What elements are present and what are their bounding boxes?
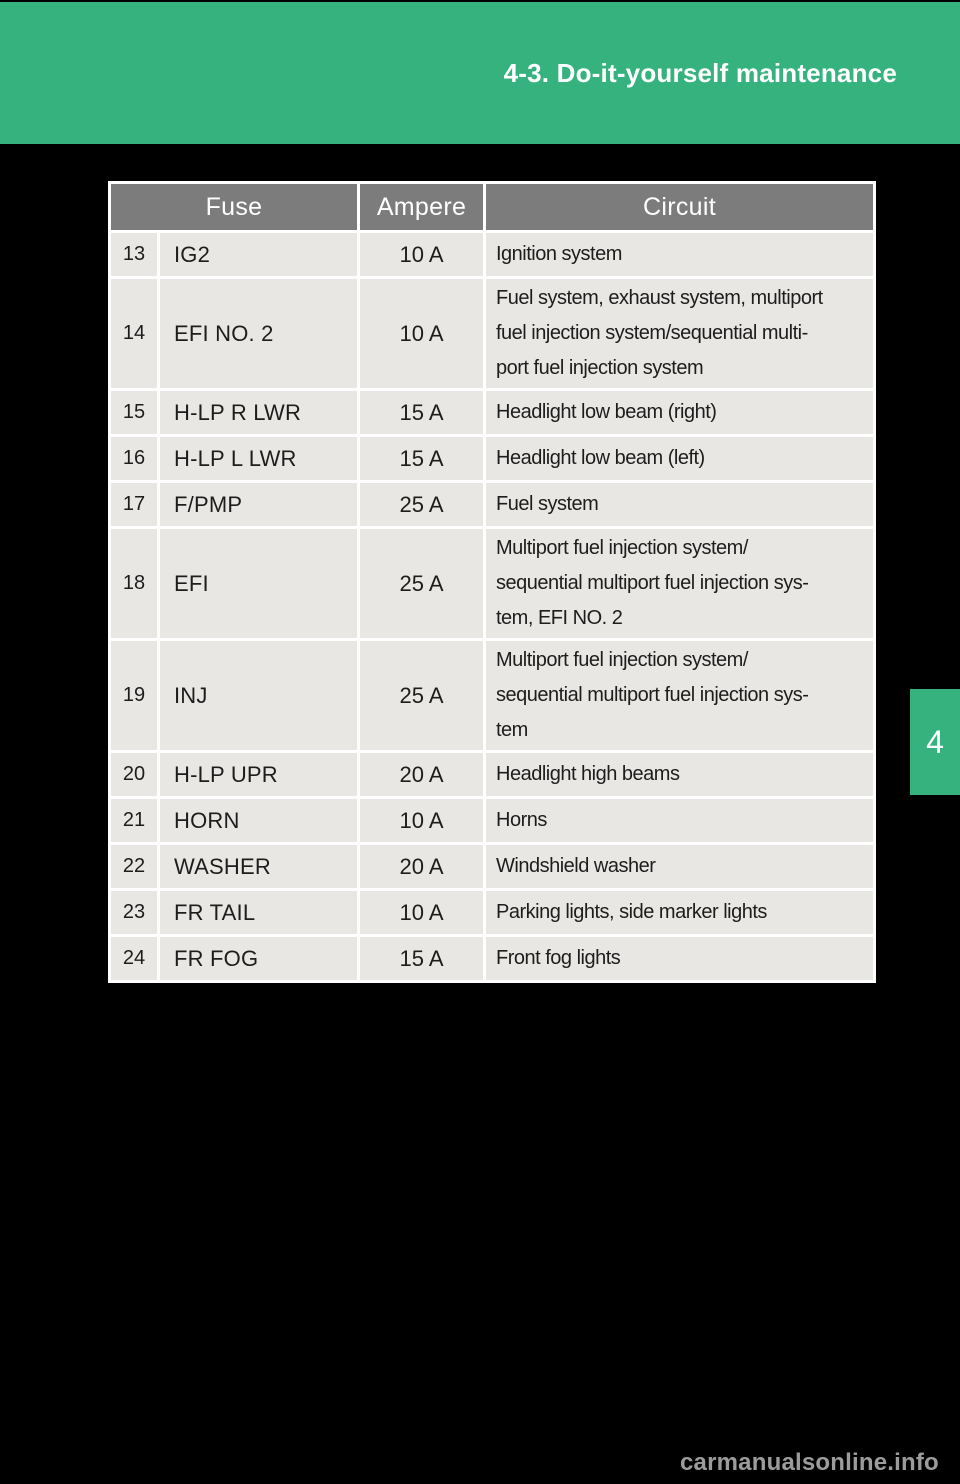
fuse-ampere: 20 A <box>360 753 483 796</box>
fuse-ampere: 25 A <box>360 641 483 750</box>
circuit-text-line: Parking lights, side marker lights <box>496 901 767 923</box>
table-row <box>111 279 873 388</box>
fuse-name: F/PMP <box>160 483 357 526</box>
table-row <box>111 753 873 796</box>
fuse-number: 14 <box>111 279 157 388</box>
fuse-circuit <box>486 891 873 934</box>
circuit-text-line: sequential multiport fuel injection sys- <box>496 572 809 594</box>
circuit-text-line: Fuel system, exhaust system, multiport <box>496 287 823 309</box>
table-row <box>111 529 873 638</box>
table-row <box>111 937 873 980</box>
table-row <box>111 233 873 276</box>
circuit-text-line: Fuel system <box>496 493 599 515</box>
table-row <box>111 437 873 480</box>
chapter-header-band <box>0 2 960 144</box>
fuse-number: 23 <box>111 891 157 934</box>
circuit-text-line: Multiport fuel injection system/ <box>496 537 748 559</box>
fuse-name: H-LP UPR <box>160 753 357 796</box>
fuse-ampere: 10 A <box>360 233 483 276</box>
fuse-name: IG2 <box>160 233 357 276</box>
fuse-number: 21 <box>111 799 157 842</box>
fuse-number: 19 <box>111 641 157 750</box>
table-row <box>111 799 873 842</box>
fuse-circuit <box>486 937 873 980</box>
column-header-fuse: Fuse <box>111 184 357 230</box>
fuse-ampere: 15 A <box>360 437 483 480</box>
fuse-circuit <box>486 391 873 434</box>
fuse-name: EFI <box>160 529 357 638</box>
chapter-side-tab <box>910 689 960 795</box>
chapter-title: 4-3. Do-it-yourself maintenance <box>503 57 897 88</box>
fuse-name: WASHER <box>160 845 357 888</box>
chapter-side-tab-number: 4 <box>926 723 944 760</box>
fuse-circuit <box>486 641 873 750</box>
fuse-circuit <box>486 529 873 638</box>
fuse-table <box>108 181 876 983</box>
fuse-name: INJ <box>160 641 357 750</box>
circuit-text-line: Windshield washer <box>496 855 656 877</box>
fuse-number: 18 <box>111 529 157 638</box>
fuse-number: 22 <box>111 845 157 888</box>
fuse-circuit <box>486 845 873 888</box>
fuse-number: 15 <box>111 391 157 434</box>
fuse-ampere: 25 A <box>360 529 483 638</box>
fuse-ampere: 10 A <box>360 799 483 842</box>
fuse-circuit <box>486 437 873 480</box>
fuse-ampere: 25 A <box>360 483 483 526</box>
fuse-ampere: 10 A <box>360 891 483 934</box>
circuit-text-line: Headlight high beams <box>496 763 680 785</box>
fuse-circuit <box>486 799 873 842</box>
fuse-number: 20 <box>111 753 157 796</box>
site-watermark: carmanualsonline.info <box>680 1449 939 1476</box>
table-row <box>111 391 873 434</box>
circuit-text-line: sequential multiport fuel injection sys- <box>496 684 809 706</box>
fuse-ampere: 15 A <box>360 391 483 434</box>
circuit-text-line: Ignition system <box>496 243 622 265</box>
circuit-text-line: Front fog lights <box>496 947 621 969</box>
table-header-row <box>111 184 873 230</box>
fuse-name: H-LP R LWR <box>160 391 357 434</box>
fuse-circuit <box>486 753 873 796</box>
fuse-ampere: 15 A <box>360 937 483 980</box>
fuse-number: 17 <box>111 483 157 526</box>
fuse-ampere: 20 A <box>360 845 483 888</box>
table-row <box>111 483 873 526</box>
table-row <box>111 845 873 888</box>
circuit-text-line: Headlight low beam (left) <box>496 447 705 469</box>
fuse-ampere: 10 A <box>360 279 483 388</box>
table-row <box>111 891 873 934</box>
column-header-circuit: Circuit <box>486 184 873 230</box>
circuit-text-line: Horns <box>496 809 547 831</box>
table-row <box>111 641 873 750</box>
fuse-name: FR TAIL <box>160 891 357 934</box>
fuse-number: 13 <box>111 233 157 276</box>
fuse-name: HORN <box>160 799 357 842</box>
fuse-name: H-LP L LWR <box>160 437 357 480</box>
fuse-circuit <box>486 483 873 526</box>
circuit-text-line: fuel injection system/sequential multi- <box>496 322 808 344</box>
circuit-text-line: tem, EFI NO. 2 <box>496 607 623 629</box>
circuit-text-line: port fuel injection system <box>496 357 704 379</box>
fuse-name: FR FOG <box>160 937 357 980</box>
fuse-circuit <box>486 233 873 276</box>
fuse-number: 16 <box>111 437 157 480</box>
circuit-text-line: Multiport fuel injection system/ <box>496 649 748 671</box>
fuse-table-container <box>108 181 876 983</box>
circuit-text-line: Headlight low beam (right) <box>496 401 717 423</box>
fuse-number: 24 <box>111 937 157 980</box>
column-header-ampere: Ampere <box>360 184 483 230</box>
circuit-text-line: tem <box>496 719 528 741</box>
fuse-name: EFI NO. 2 <box>160 279 357 388</box>
fuse-circuit <box>486 279 873 388</box>
